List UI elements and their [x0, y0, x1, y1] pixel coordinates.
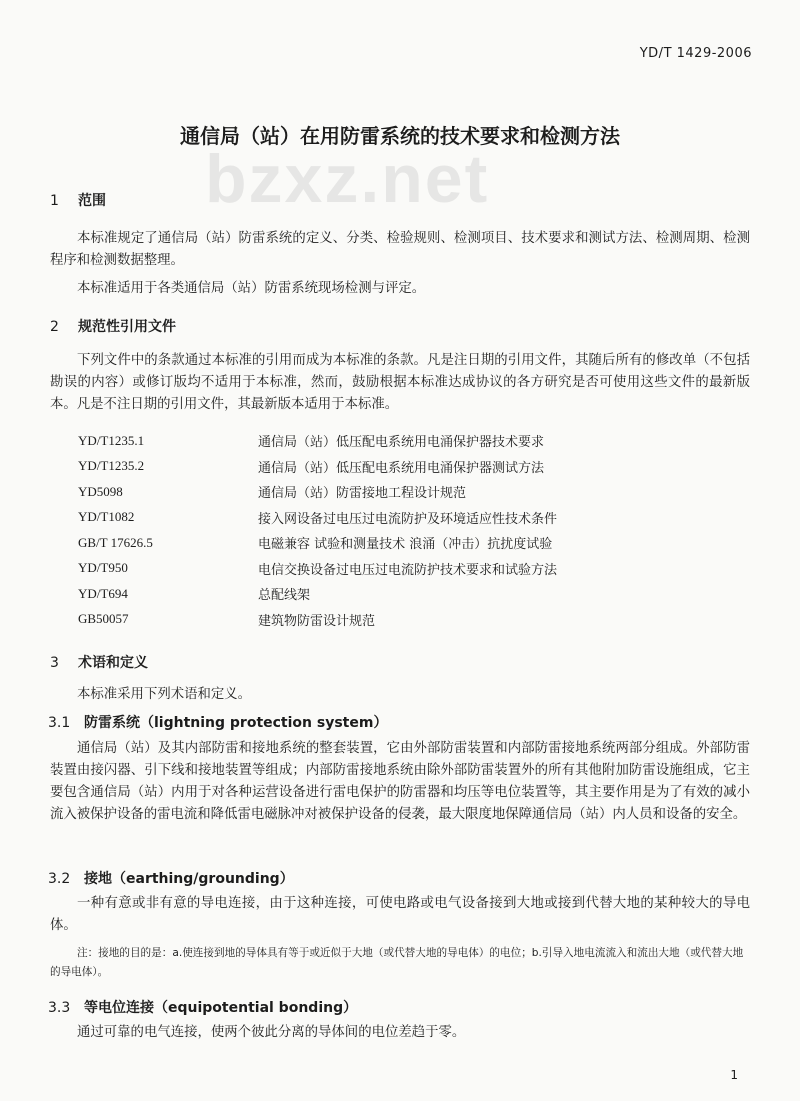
definition-3-1-heading [48, 712, 387, 732]
terms-intro-paragraph: 本标准采用下列术语和定义。 [77, 687, 252, 702]
section-title: 术语和定义 [78, 655, 148, 671]
definition-3-3-heading [48, 997, 357, 1017]
reference-name: 接入网设备过电压过电流防护及环境适应性技术条件 [258, 511, 558, 527]
standard-code: YD/T 1429-2006 [639, 46, 752, 61]
reference-name: 总配线架 [258, 588, 311, 604]
definition-3-2-note: 注：接地的目的是：a.使连接到地的导体具有等于或近似于大地（或代替大地的导电体）的电位；b.引导入地电流流入和流出大地（或代替大地的导电体）。 [50, 947, 744, 978]
reference-code: YD/T694 [78, 585, 128, 601]
reference-name: 电信交换设备过电压过电流防护技术要求和试验方法 [258, 562, 558, 578]
section-title: 规范性引用文件 [78, 319, 176, 335]
reference-code: YD5098 [78, 483, 123, 499]
section-1-heading [50, 190, 106, 210]
definition-label: 防雷系统（lightning protection system） [84, 715, 388, 731]
definition-3-1-paragraph: 通信局（站）及其内部防雷和接地系统的整套装置，它由外部防雷装置和内部防雷接地系统两部分组成。外部防雷装置由接闪器、引下线和接地装置等组成；内部防雷接地系统由除外部防雷装置外的所有其他附加防雷设施组成，它主要包含通信局（站）内用于对各种运营设备进行雷电保护的防雷器和均压等电位装置等，其主要作用是为了有效的减小流入被保护设备的雷电流和降低雷电磁脉冲对被保护设备的侵袭，最大限度地保障通信局（站）内人员和设备的安全。 [50, 741, 750, 822]
reference-list [78, 428, 718, 632]
reference-item [78, 428, 718, 454]
reference-code: YD/T950 [78, 560, 128, 576]
section-number: 1 [50, 193, 59, 209]
section-3-heading [50, 652, 148, 672]
definition-3-2-heading [48, 868, 294, 888]
page-number: 1 [730, 1068, 738, 1082]
reference-item [78, 556, 718, 582]
reference-code: GB/T 17626.5 [78, 534, 153, 550]
reference-item [78, 607, 718, 633]
reference-item [78, 581, 718, 607]
scope-paragraph-1: 本标准规定了通信局（站）防雷系统的定义、分类、检验规则、检测项目、技术要求和测试方法、检测周期、检测程序和检测数据整理。 [50, 231, 750, 268]
section-title: 范围 [78, 193, 106, 209]
reference-item [78, 505, 718, 531]
definition-label: 等电位连接（equipotential bonding） [84, 1000, 358, 1016]
definition-number: 3.1 [48, 715, 71, 731]
definition-label: 接地（earthing/grounding） [84, 871, 294, 887]
section-number: 2 [50, 319, 59, 335]
reference-name: 通信局（站）低压配电系统用电涌保护器技术要求 [258, 435, 545, 451]
scope-paragraph-2: 本标准适用于各类通信局（站）防雷系统现场检测与评定。 [77, 281, 426, 296]
watermark: bzxz.net [205, 141, 490, 217]
definition-3-2-paragraph: 一种有意或非有意的导电连接，由于这种连接，可使电路或电气设备接到大地或接到代替大地的某种较大的导电体。 [50, 896, 750, 933]
reference-item [78, 479, 718, 505]
definition-number: 3.2 [48, 871, 71, 887]
reference-item [78, 454, 718, 480]
reference-item [78, 530, 718, 556]
definition-number: 3.3 [48, 1000, 71, 1016]
reference-code: YD/T1082 [78, 509, 135, 525]
section-number: 3 [50, 655, 59, 671]
reference-code: GB50057 [78, 611, 129, 627]
reference-code: YD/T1235.1 [78, 432, 145, 448]
section-2-heading [50, 316, 176, 336]
reference-code: YD/T1235.2 [78, 458, 145, 474]
reference-name: 建筑物防雷设计规范 [258, 613, 376, 629]
normative-references-paragraph: 下列文件中的条款通过本标准的引用而成为本标准的条款。凡是注日期的引用文件，其随后所有的修改单（不包括勘误的内容）或修订版均不适用于本标准，然而，鼓励根据本标准达成协议的各方研究是否可使用这些文件的最新版本。凡是不注日期的引用文件，其最新版本适用于本标准。 [50, 353, 750, 412]
document-title: 通信局（站）在用防雷系统的技术要求和检测方法 [180, 124, 620, 148]
definition-3-3-paragraph: 通过可靠的电气连接，使两个彼此分离的导体间的电位差趋于零。 [77, 1025, 466, 1040]
reference-name: 通信局（站）防雷接地工程设计规范 [258, 486, 467, 502]
reference-name: 电磁兼容 试验和测量技术 浪涌（冲击）抗扰度试验 [258, 537, 553, 553]
reference-name: 通信局（站）低压配电系统用电涌保护器测试方法 [258, 460, 545, 476]
